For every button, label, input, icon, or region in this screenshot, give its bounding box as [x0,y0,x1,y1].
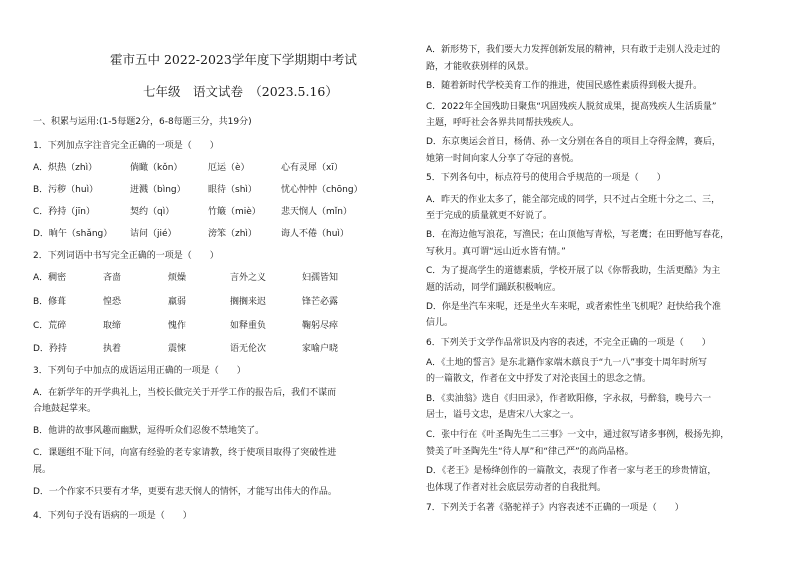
question-3-option-c-cont: 展。 [33,465,52,475]
question-6-option-b: B．《卖油翁》选自《归田录》，作者欧阳修，字永叔，号醉翁，晚号六一 [426,394,712,404]
question-5-stem: 5．下列各句中，标点符号的使用合乎规范的一项是（ ） [426,173,666,183]
question-6-option-b-cont: 居士，谥号文忠，是唐宋八大家之一。 [426,410,580,420]
question-4-option-a: A．新形势下，我们要大力发挥创新发展的精神，只有敢于走别人没走过的 [426,45,721,55]
question-4-option-d-cont: 她第一时间向家人分享了夺冠的喜悦。 [426,154,580,164]
exam-page: 霍市五中 2022-2023学年度下学期期中考试 七年级 语文试卷 （2023.5.16） 一、积累与运用:(1-5每题2分，6-8每题三分，共19分) 1．下列加点字注音完全正确的一项是（ ） A．炽热（zhì） 倘瞰（kǒn） 厄运（è） 心有灵犀（xī） B．污秽（huì） 迸溅（bìng） 眼待（shì） 忧心忡忡（chōng） C．矜持（jīn） 契约（qì） 竹簸（miè） 悲天悯人（mǐn） D．晌午（shǎng） 诘问（jié） 滂笨（zhì） 诲人不倦（huì） 2．下列词语中书写完全正确的一项是（ ） A．稠密 吝啬 烦燥 言外之义 妇孺皆知 B．修葺 惶恐 羸弱 搁搁来迟 锋芒必露 C．荒碎 取缔 愧作 如释重负 鞠躬尽瘁 D．矜持 执着 震悚 语无伦次 家喻户晓 3．下列句子中加点的成语运用正确的一项是（ ） A．在新学年的开学典礼上，当校长做完关于开学工作的报告后，我们不谋而 合地鼓起掌来。 B．他讲的故事风趣而幽默，逗得听众们忍俊不禁地笑了。 C．课题组不耻下问，向富有经验的老专家请教，终于使项目取得了突破性进 展。 D．一个作家不只要有才华，更要有悲天悯人的情怀，才能写出伟大的作品。 4．下列句子没有语病的一项是（ ） A．新形势下，我们要大力发挥创新发展的精神，只有敢于走别人没走过的 路，才能收获别样的风景。 B．随着新时代学校美育工作的推进，使国民感性素质得到极大提升。 C．2022年全国残助日聚焦“巩固残疾人脱贫成果，提高残疾人生活质量” 主题，呼吁社会各界共同帮扶残疾人。 D．东京奥运会首日，杨倩、孙一文分别在各自的项目上夺得金牌，赛后， 她第一时间向家人分享了夺冠的喜悦。 5．下列各句中，标点符号的使用合乎规范的一项是（ ） A．昨天的作业太多了，能全部完成的同学，只不过占全班十分之二、三， 至于完成的质量就更不好说了。 B．在海边他写浪花，写渔民；在山顶他写青松，写老鹰；在田野他写春花， 写秋月。真可谓“远山近水皆有情。” C．为了提高学生的道德素质，学校开展了以《你帮我助，生活更酷》为主 题的活动，同学们踊跃积极响应。 D．你是坐汽车来呢，还是坐火车来呢，或者索性坐飞机呢？赶快给我个准 信儿。 6．下列关于文学作品常识及内容的表述，不完全正确的一项是（ ） A．《土地的誓言》是东北籍作家端木蕻良于“九一八”事变十周年时所写 的一篇散文，作者在文中抒发了对沦丧国土的思念之情。 B．《卖油翁》选自《归田录》，作者欧阳修，字永叔，号醉翁，晚号六一 居士，谥号文忠，是唐宋八大家之一。 C．张中行在《叶圣陶先生二三事》一文中，通过叙写诸多事例，极扬先抑， 赞美了叶圣陶先生“待人厚”和“律己严”的高尚品格。 D．《老王》是杨绛创作的一篇散文，表现了作者一家与老王的珍贵情谊， 也体现了作者对社会底层劳动者的自我批判。 7．下列关于名著《骆驼祥子》内容表述不正确的一项是（ ） [33,45,730,521]
question-5-option-c: C．为了提高学生的道德素质，学校开展了以《你帮我助，生活更酷》为主 [426,266,721,276]
question-5-option-c-cont: 题的活动，同学们踊跃积极响应。 [426,283,562,293]
question-6-option-c-cont: 赞美了叶圣陶先生“待人厚”和“律己严”的高尚品格。 [426,447,634,457]
question-5-option-d: D．你是坐汽车来呢，还是坐火车来呢，或者索性坐飞机呢？赶快给我个准 [426,302,721,312]
question-5-option-d-cont: 信儿。 [426,318,454,328]
question-4-option-c: C．2022年全国残助日聚焦“巩固残疾人脱贫成果，提高残疾人生活质量” [426,102,717,112]
question-3-option-b: B．他讲的故事风趣而幽默，逗得听众们忍俊不禁地笑了。 [33,426,265,436]
question-5-option-b-cont: 写秋月。真可谓“远山近水皆有情。” [426,247,566,257]
question-5-option-b: B．在海边他写浪花，写渔民；在山顶他写青松，写老鹰；在田野他写春花， [426,230,730,240]
question-5-option-a: A．昨天的作业太多了，能全部完成的同学，只不过占全班十分之二、三， [426,195,721,205]
question-6-option-a: A．《土地的誓言》是东北籍作家端木蕻良于“九一八”事变十周年时所写 [426,358,707,368]
question-3-option-d: D．一个作家不只要有才华，更要有悲天悯人的情怀，才能写出伟大的作品。 [33,487,337,497]
question-6-option-d: D．《老王》是杨绛创作的一篇散文，表现了作者一家与老王的珍贵情谊， [426,466,717,476]
question-4-stem: 4．下列句子没有语病的一项是（ ） [33,511,192,521]
question-7-stem: 7．下列关于名著《骆驼祥子》内容表述不正确的一项是（ ） [426,503,684,513]
question-3-option-a: A．在新学年的开学典礼上，当校长做完关于开学工作的报告后，我们不谋而 [33,388,337,398]
question-1-stem: 1．下列加点字注音完全正确的一项是（ ） [33,141,219,151]
question-4-option-a-cont: 路，才能收获别样的风景。 [426,62,535,72]
question-6-option-c: C．张中行在《叶圣陶先生二三事》一文中，通过叙写诸多事例，极扬先抑， [426,430,730,440]
question-3-option-c: C．课题组不耻下问，向富有经验的老专家请教，终于使项目取得了突破性进 [33,448,337,458]
question-5-option-a-cont: 至于完成的质量就更不好说了。 [426,211,553,221]
question-6-stem: 6．下列关于文学作品常识及内容的表述，不完全正确的一项是（ ） [426,338,711,348]
question-6-option-a-cont: 的一篇散文，作者在文中抒发了对沦丧国土的思念之情。 [426,374,652,384]
question-2-stem: 2．下列词语中书写完全正确的一项是（ ） [33,251,219,261]
question-3-option-a-cont: 合地鼓起掌来。 [33,404,97,414]
question-4-option-c-cont: 主题，呼吁社会各界共同帮扶残疾人。 [426,118,580,128]
question-6-option-d-cont: 也体现了作者对社会底层劳动者的自我批判。 [426,483,607,493]
question-4-option-d: D．东京奥运会首日，杨倩、孙一文分别在各自的项目上夺得金牌，赛后， [426,137,721,147]
question-3-stem: 3．下列句子中加点的成语运用正确的一项是（ ） [33,366,246,376]
section-heading: 一、积累与运用:(1-5每题2分，6-8每题三分，共19分) [33,117,252,127]
exam-title: 霍市五中 2022-2023学年度下学期期中考试 [110,52,357,67]
exam-subtitle: 七年级 语文试卷 （2023.5.16） [143,84,338,99]
question-4-option-b: B．随着新时代学校美育工作的推进，使国民感性素质得到极大提升。 [426,81,703,91]
